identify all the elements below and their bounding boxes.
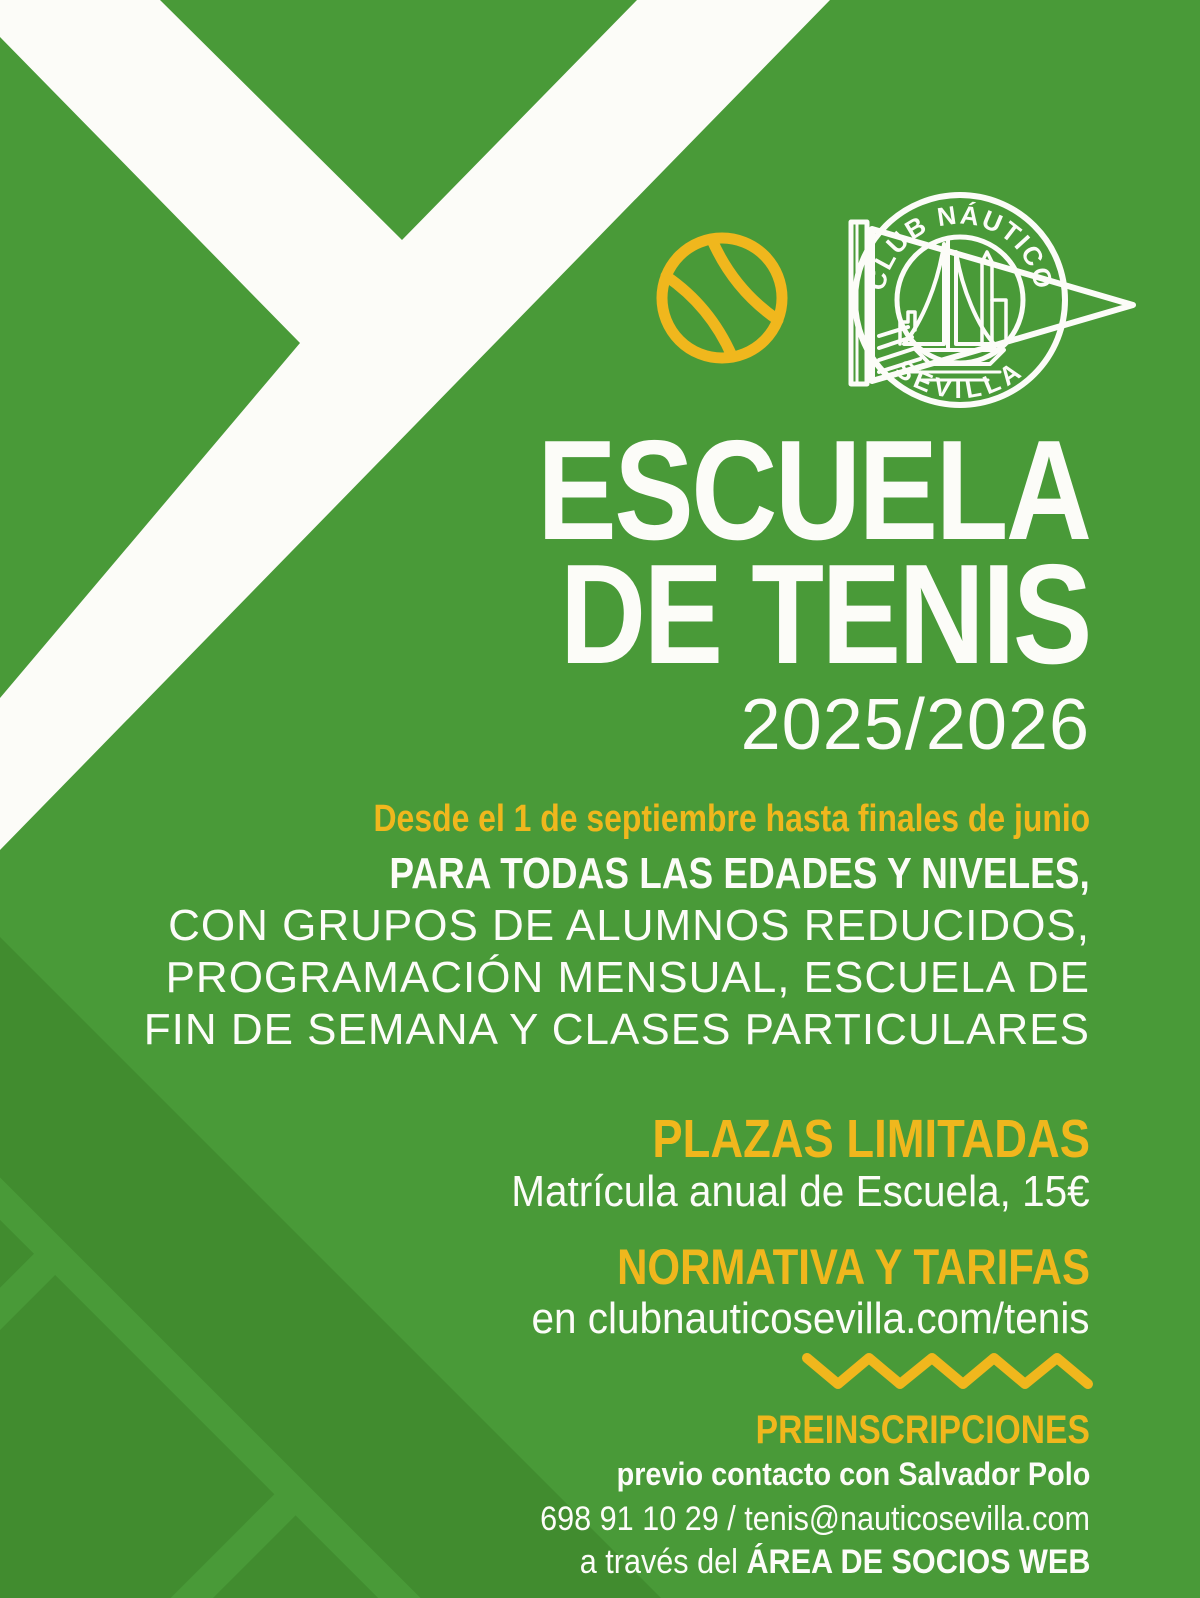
via-prefix: a través del xyxy=(579,1543,747,1581)
poster-title-line2: DE TENIS xyxy=(560,535,1090,694)
logo-text-sevilla: SEVILLA xyxy=(890,353,1030,405)
description-line-3: FIN DE SEMANA Y CLASES PARTICULARES xyxy=(143,1005,1090,1054)
season-label: 2025/2026 xyxy=(740,685,1090,765)
description-line-1: CON GRUPOS DE ALUMNOS REDUCIDOS, xyxy=(168,901,1090,950)
preinscripciones-heading: PREINSCRIPCIONES xyxy=(755,1408,1090,1452)
poster-title-line1: ESCUELA xyxy=(537,411,1090,570)
logo-text-club-nautico: CLUB NÁUTICO xyxy=(860,199,1060,294)
dates-line: Desde el 1 de septiembre hasta finales de junio xyxy=(373,798,1090,840)
description-line-2: PROGRAMACIÓN MENSUAL, ESCUELA DE xyxy=(165,953,1090,1002)
tennis-ball-icon xyxy=(662,238,782,358)
zigzag-divider xyxy=(807,1358,1088,1384)
contact-line: previo contacto con Salvador Polo xyxy=(616,1456,1090,1492)
phone-email-line: 698 91 10 29 / tenis@nauticosevilla.com xyxy=(540,1500,1090,1538)
plazas-heading: PLAZAS LIMITADAS xyxy=(652,1109,1090,1169)
matricula-line: Matrícula anual de Escuela, 15€ xyxy=(511,1167,1090,1216)
via-line xyxy=(579,1545,1090,1579)
normativa-heading: NORMATIVA Y TARIFAS xyxy=(617,1239,1090,1295)
audience-line: PARA TODAS LAS EDADES Y NIVELES, xyxy=(389,849,1090,898)
website-line: en clubnauticosevilla.com/tenis xyxy=(531,1294,1090,1343)
club-nautico-sevilla-logo xyxy=(851,195,1133,405)
via-bold: ÁREA DE SOCIOS WEB xyxy=(746,1543,1090,1581)
